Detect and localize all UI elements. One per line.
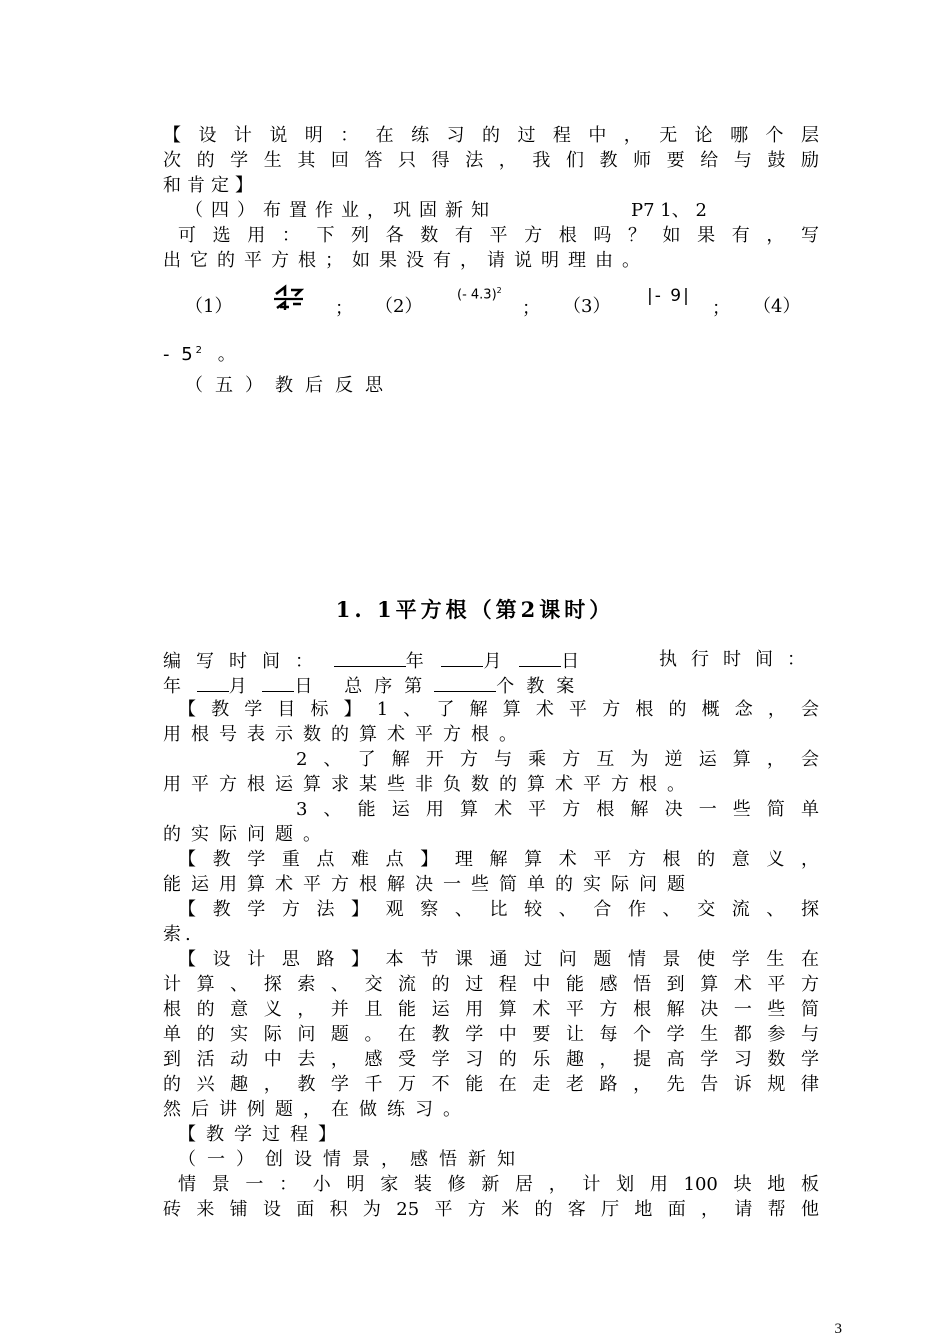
method-a: 【教学方法】观察、比较、合作、交流、探 <box>178 899 819 920</box>
time-line-1 <box>163 648 819 674</box>
idea-f: 的兴趣，教学千万不能在走老路，先告诉规律 <box>163 1074 819 1095</box>
item2-separator: ； <box>522 298 540 319</box>
item4-expression: - 5 <box>163 344 196 365</box>
goal-1b: 用根号表示数的算术平方根。 <box>163 724 527 745</box>
month-label: 月 <box>483 651 502 672</box>
item1-fraction-image <box>273 284 307 314</box>
plan-unit-label: 个教案 <box>496 676 587 697</box>
time-line-2 <box>163 673 819 699</box>
day-blank <box>519 648 561 667</box>
reflection-heading: （五）教后反思 <box>185 375 395 396</box>
idea-d: 单的实际问题。在教学中要让每个学生都参与 <box>163 1024 819 1045</box>
goal-3b: 的实际问题。 <box>163 824 331 845</box>
step1-heading: （一）创设情景，感悟新知 <box>178 1149 526 1170</box>
exec-day-label: 日 <box>294 676 313 697</box>
exec-month-label: 月 <box>228 676 247 697</box>
lesson-title: 1. 1平方根（第2课时） <box>335 597 615 622</box>
goal-2b: 用平方根运算求某些非负数的算术平方根。 <box>163 774 695 795</box>
order-blank <box>434 673 496 692</box>
goal-1a: 【教学目标】1、了解算术平方根的概念，会 <box>178 699 819 720</box>
optional-line-1: 可选用：下列各数有平方根吗？如果有，写 <box>178 225 819 246</box>
item3-expression: |- 9| <box>647 286 691 306</box>
page-number: 3 <box>834 1321 842 1337</box>
item4-label: （4） <box>753 296 801 317</box>
write-time-label: 编写时间： <box>163 651 328 672</box>
homework-heading: （四）布置作业，巩固新知 <box>185 200 497 221</box>
process-heading: 【教学过程】 <box>178 1124 346 1145</box>
goal-2a: 2、了解开方与乘方互为逆运算，会 <box>296 749 819 770</box>
scene-b: 砖来铺设面积为25平方米的客厅地面，请帮他 <box>163 1199 819 1220</box>
goal-3a: 3、能运用算术平方根解决一些简单 <box>296 799 819 820</box>
homework-line <box>185 199 745 223</box>
key-points-b: 能运用算术平方根解决一些简单的实际问题 <box>163 874 695 895</box>
item4-superscript: 2 <box>195 345 203 356</box>
item1-label: （1） <box>185 296 233 317</box>
item4-end: 。 <box>217 344 236 365</box>
idea-c: 根的意义，并且能运用算术平方根解决一些简 <box>163 999 819 1020</box>
exec-month-blank <box>197 673 229 692</box>
design-note-line-2: 次的学生其回答只得法，我们教师要给与鼓励 <box>163 150 819 171</box>
year-label: 年 <box>405 651 424 672</box>
method-b: 索. <box>163 924 195 945</box>
year-blank <box>334 648 406 667</box>
exec-time-label: 执行时间： <box>659 649 819 670</box>
item3-separator: ； <box>712 298 730 319</box>
item2-label: （2） <box>375 296 423 317</box>
exec-year-label: 年 <box>163 676 181 697</box>
optional-line-2: 出它的平方根；如果没有，请说明理由。 <box>163 250 649 271</box>
item3-label: （3） <box>563 296 611 317</box>
math-items-row <box>185 288 815 322</box>
idea-b: 计算、探索、交流的过程中能感悟到算术平方 <box>163 974 819 995</box>
design-note-line-1: 【设计说明：在练习的过程中，无论哪个层 <box>163 125 819 146</box>
idea-g: 然后讲例题，在做练习。 <box>163 1099 471 1120</box>
idea-a: 【设计思路】本节课通过问题情景使学生在 <box>178 949 819 970</box>
item1-separator: ； <box>335 298 353 319</box>
day-label: 日 <box>561 651 580 672</box>
exec-day-blank <box>262 673 294 692</box>
scene-a: 情景一：小明家装修新居，计划用100块地板 <box>178 1174 819 1195</box>
item2-expression: (- 4.3)$^2$ <box>457 286 502 303</box>
homework-ref: P7 1、 2 <box>631 200 707 221</box>
key-points-a: 【教学重点难点】理解算术平方根的意义， <box>178 849 819 870</box>
design-note-line-3: 和肯定】 <box>163 175 259 196</box>
item4-expression-line <box>163 339 819 367</box>
total-order-label: 总序第 <box>344 676 435 697</box>
idea-e: 到活动中去，感受学习的乐趣，提高学习数学 <box>163 1049 819 1070</box>
month-blank <box>441 648 483 667</box>
